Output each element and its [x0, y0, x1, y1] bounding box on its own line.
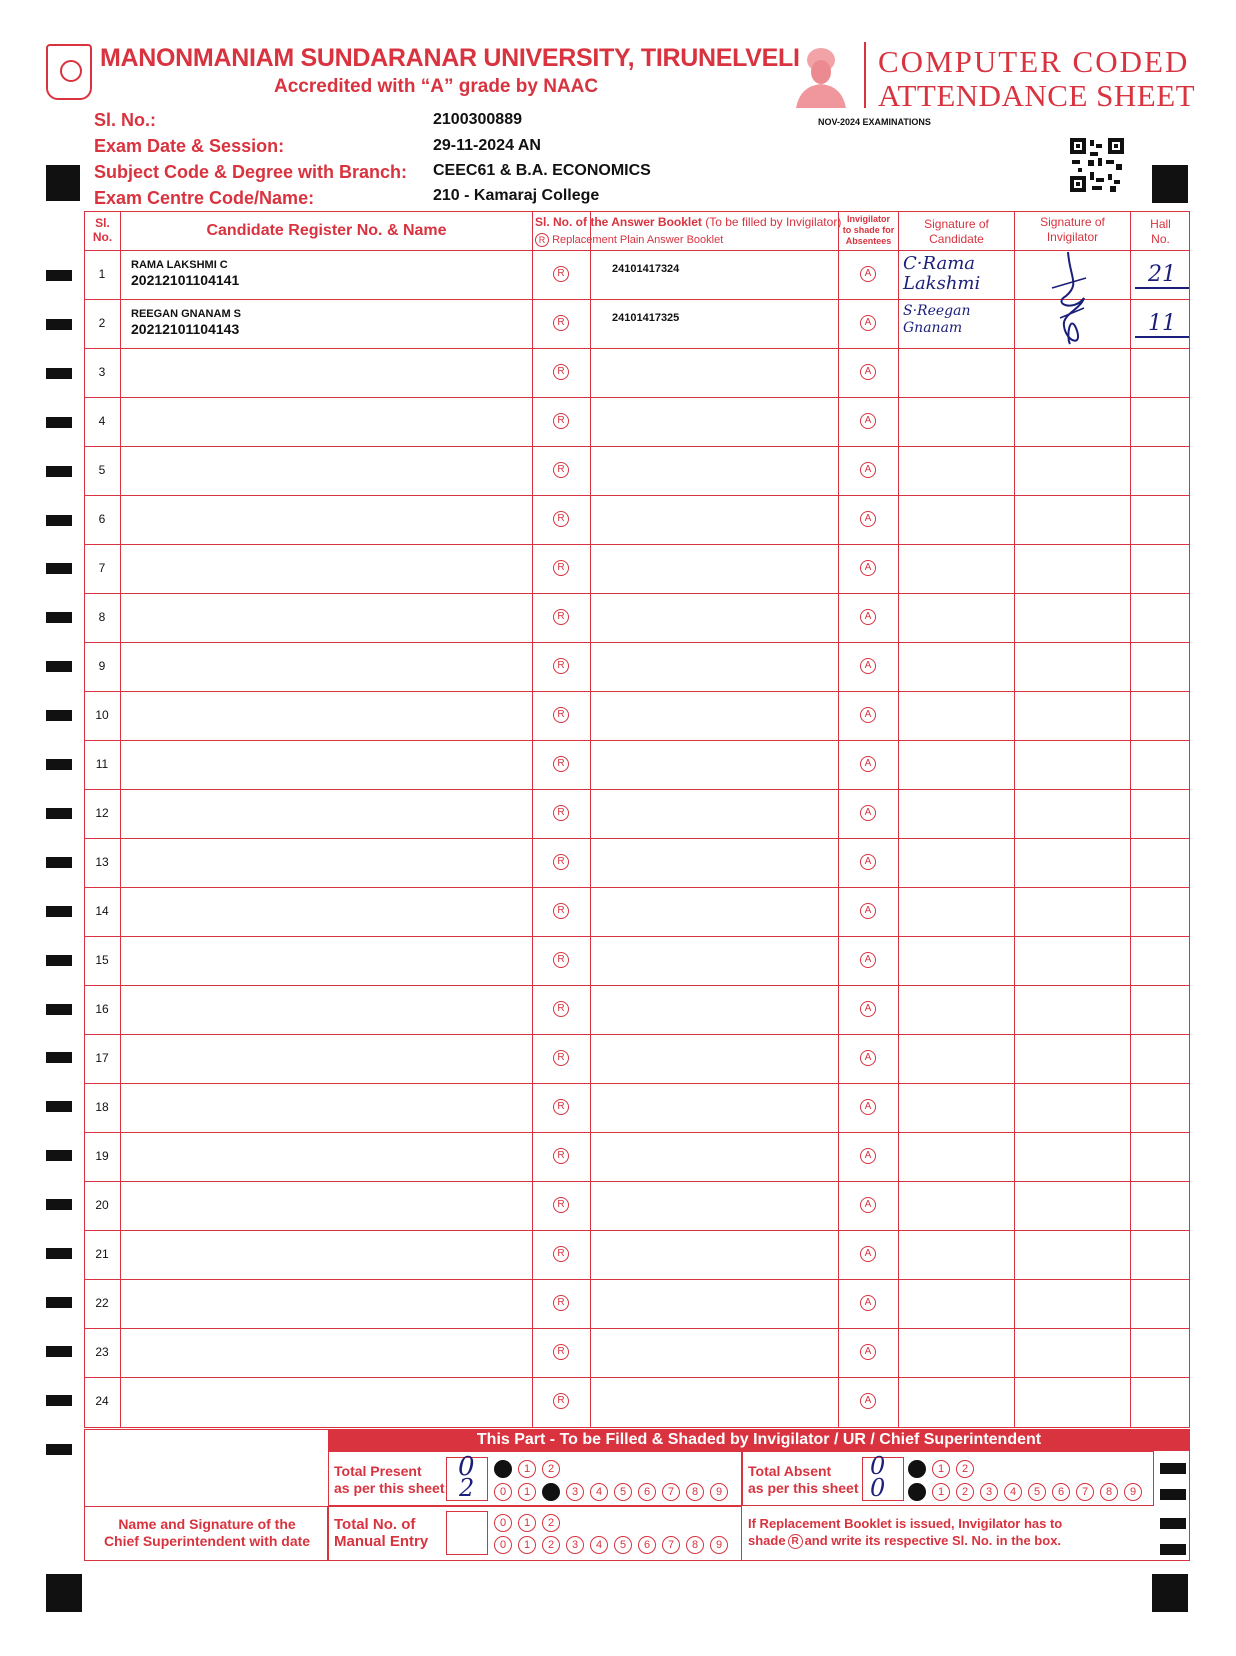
row-divider [85, 495, 1189, 496]
row-divider [85, 887, 1189, 888]
absent-tens-bubble-1[interactable]: 1 [932, 1460, 950, 1478]
absent-bubble[interactable]: A [860, 1148, 876, 1164]
examination-label: NOV-2024 EXAMINATIONS [818, 117, 931, 127]
header-booklet: Sl. No. of the Answer Booklet (To be filled by Invigilator) [535, 215, 842, 229]
absent-units-bubble-3[interactable]: 3 [980, 1483, 998, 1501]
sheet-title-line1: COMPUTER CODED [878, 44, 1190, 79]
row-number: 12 [95, 806, 109, 820]
present-units-bubble-2[interactable]: 2 [542, 1483, 560, 1501]
replacement-bubble[interactable]: R [553, 266, 569, 282]
row-divider [85, 397, 1189, 398]
total-absent-label: Total Absent as per this sheet [748, 1463, 859, 1496]
replacement-bubble[interactable]: R [553, 1393, 569, 1409]
timing-mark [46, 955, 72, 966]
timing-mark [46, 661, 72, 672]
replacement-bubble[interactable]: R [553, 1344, 569, 1360]
present-tens-bubble-1[interactable]: 1 [518, 1460, 536, 1478]
manual-units-bubble-3[interactable]: 3 [566, 1536, 584, 1554]
absent-bubble[interactable]: A [860, 1001, 876, 1017]
replacement-bubble[interactable]: R [553, 1197, 569, 1213]
replacement-bubble[interactable]: R [553, 413, 569, 429]
absent-units-bubble-0[interactable]: 0 [908, 1483, 926, 1501]
accreditation-text: Accredited with “A” grade by NAAC [274, 76, 599, 97]
present-units-bubble-8[interactable]: 8 [686, 1483, 704, 1501]
absent-bubble[interactable]: A [860, 854, 876, 870]
present-units-bubble-1[interactable]: 1 [518, 1483, 536, 1501]
total-present-label: Total Present as per this sheet [334, 1463, 445, 1496]
absent-bubble[interactable]: A [860, 266, 876, 282]
absent-units-bubble-2[interactable]: 2 [956, 1483, 974, 1501]
replacement-symbol-icon: R [788, 1534, 803, 1549]
timing-mark [46, 515, 72, 526]
candidate-signature: S·Reegan Gnanam [903, 303, 971, 336]
manual-units-bubble-7[interactable]: 7 [662, 1536, 680, 1554]
absent-bubble[interactable]: A [860, 1344, 876, 1360]
timing-mark [1160, 1463, 1186, 1474]
row-number: 15 [95, 953, 109, 967]
replacement-bubble[interactable]: R [553, 952, 569, 968]
candidate-name: RAMA LAKSHMI C [131, 259, 228, 271]
header-signature-invigilator: Signature of Invigilator [1040, 215, 1105, 244]
timing-mark [46, 563, 72, 574]
row-divider [85, 1034, 1189, 1035]
replacement-bubble[interactable]: R [553, 1148, 569, 1164]
manual-tens-bubble-2[interactable]: 2 [542, 1514, 560, 1532]
row-divider [85, 985, 1189, 986]
manual-units-bubble-2[interactable]: 2 [542, 1536, 560, 1554]
sl-no-value: 2100300889 [433, 111, 522, 128]
absent-bubble[interactable]: A [860, 511, 876, 527]
university-name: MANONMANIAM SUNDARANAR UNIVERSITY, TIRUNELVELI [100, 44, 800, 72]
centre-label: Exam Centre Code/Name: [94, 188, 315, 208]
present-units-bubble-0[interactable]: 0 [494, 1483, 512, 1501]
row-divider [85, 1181, 1189, 1182]
row-number: 8 [98, 610, 106, 624]
timing-mark [46, 1248, 72, 1259]
qr-code-icon [1070, 138, 1124, 192]
timing-mark [46, 1346, 72, 1357]
row-number: 18 [95, 1100, 109, 1114]
university-crest-icon [46, 44, 92, 100]
absent-bubble[interactable]: A [860, 1099, 876, 1115]
timing-mark [46, 1101, 72, 1112]
timing-mark [46, 1199, 72, 1210]
hall-number: 11 [1135, 311, 1189, 338]
sheet-title-line2: ATTENDANCE SHEET [878, 78, 1196, 113]
row-number: 7 [98, 561, 106, 575]
row-number: 3 [98, 365, 106, 379]
row-number: 16 [95, 1002, 109, 1016]
replacement-bubble[interactable]: R [553, 805, 569, 821]
timing-mark [46, 808, 72, 819]
total-absent-digit-tens: 0 [870, 1452, 886, 1480]
total-present-digit-tens: 0 [458, 1452, 475, 1482]
manual-units-bubble-8[interactable]: 8 [686, 1536, 704, 1554]
timing-mark [46, 165, 80, 201]
timing-mark [46, 1297, 72, 1308]
row-number: 14 [95, 904, 109, 918]
manual-tens-bubble-0[interactable]: 0 [494, 1514, 512, 1532]
hall-number: 21 [1135, 262, 1189, 289]
absent-units-bubble-5[interactable]: 5 [1028, 1483, 1046, 1501]
exam-date-label: Exam Date & Session: [94, 136, 285, 156]
replacement-note: If Replacement Booklet is issued, Invigilator has to shade R and write its respective Sl. No. in the box. [748, 1516, 1063, 1548]
row-number: 13 [95, 855, 109, 869]
absent-bubble[interactable]: A [860, 952, 876, 968]
replacement-bubble[interactable]: R [553, 658, 569, 674]
row-number: 21 [95, 1247, 109, 1261]
timing-mark [1160, 1518, 1186, 1529]
row-number: 9 [98, 659, 106, 673]
replacement-bubble[interactable]: R [553, 854, 569, 870]
row-number: 24 [95, 1394, 109, 1408]
row-number: 11 [95, 757, 109, 771]
row-divider [85, 1083, 1189, 1084]
absent-bubble[interactable]: A [860, 903, 876, 919]
subject-label: Subject Code & Degree with Branch: [94, 162, 408, 182]
present-tens-bubble-2[interactable]: 2 [542, 1460, 560, 1478]
row-divider [85, 446, 1189, 447]
absent-tens-bubble-0[interactable]: 0 [908, 1460, 926, 1478]
manual-units-bubble-4[interactable]: 4 [590, 1536, 608, 1554]
absent-bubble[interactable]: A [860, 1197, 876, 1213]
row-divider [85, 789, 1189, 790]
timing-mark [46, 1150, 72, 1161]
replacement-bubble[interactable]: R [553, 756, 569, 772]
present-units-bubble-9[interactable]: 9 [710, 1483, 728, 1501]
candidate-register-no: 20212101104141 [131, 272, 240, 288]
row-number: 1 [98, 267, 106, 281]
centre-value: 210 - Kamaraj College [433, 187, 600, 204]
timing-mark [46, 417, 72, 428]
timing-mark [1160, 1489, 1186, 1500]
header-divider [864, 42, 866, 108]
timing-mark [46, 612, 72, 623]
absent-units-bubble-8[interactable]: 8 [1100, 1483, 1118, 1501]
row-divider [85, 299, 1189, 300]
row-divider [85, 642, 1189, 643]
row-divider [85, 1279, 1189, 1280]
chief-superintendent-label: Name and Signature of the Chief Superintendent with date [103, 1516, 311, 1549]
absent-bubble[interactable]: A [860, 1050, 876, 1066]
replacement-bubble[interactable]: R [553, 1246, 569, 1262]
timing-mark [1160, 1544, 1186, 1555]
header-sl-no: Sl. No. [92, 216, 113, 244]
absent-units-bubble-7[interactable]: 7 [1076, 1483, 1094, 1501]
row-number: 22 [95, 1296, 109, 1310]
header-signature-candidate: Signature of Candidate [924, 217, 989, 246]
absent-units-bubble-6[interactable]: 6 [1052, 1483, 1070, 1501]
absent-tens-bubble-2[interactable]: 2 [956, 1460, 974, 1478]
row-number: 19 [95, 1149, 109, 1163]
absent-bubble[interactable]: A [860, 315, 876, 331]
subject-value: CEEC61 & B.A. ECONOMICS [433, 162, 651, 179]
timing-mark [46, 759, 72, 770]
timing-mark [46, 1395, 72, 1406]
header-replacement: R Replacement Plain Answer Booklet [535, 233, 838, 247]
replacement-bubble[interactable]: R [553, 1295, 569, 1311]
replacement-bubble[interactable]: R [553, 903, 569, 919]
timing-mark [1152, 165, 1188, 203]
row-divider [85, 593, 1189, 594]
present-units-bubble-3[interactable]: 3 [566, 1483, 584, 1501]
manual-units-bubble-6[interactable]: 6 [638, 1536, 656, 1554]
timing-mark [46, 466, 72, 477]
absent-bubble[interactable]: A [860, 364, 876, 380]
candidate-name: REEGAN GNANAM S [131, 308, 242, 320]
manual-units-bubble-9[interactable]: 9 [710, 1536, 728, 1554]
row-number: 6 [98, 512, 106, 526]
absent-bubble[interactable]: A [860, 707, 876, 723]
row-divider [85, 348, 1189, 349]
replacement-symbol-icon: R [535, 233, 549, 247]
total-absent-digit-units: 0 [870, 1474, 886, 1502]
attendance-table [84, 211, 1190, 1428]
founder-portrait-icon [792, 42, 850, 108]
answer-booklet-no: 24101417324 [612, 263, 680, 275]
replacement-bubble[interactable]: R [553, 364, 569, 380]
sl-no-label: Sl. No.: [94, 110, 156, 130]
header-candidate: Candidate Register No. & Name [206, 222, 447, 239]
absent-bubble[interactable]: A [860, 1393, 876, 1409]
replacement-bubble[interactable]: R [553, 609, 569, 625]
absent-bubble[interactable]: A [860, 756, 876, 772]
replacement-bubble[interactable]: R [553, 1001, 569, 1017]
absent-bubble[interactable]: A [860, 462, 876, 478]
replacement-bubble[interactable]: R [553, 315, 569, 331]
timing-mark [46, 319, 72, 330]
row-number: 20 [95, 1198, 109, 1212]
absent-bubble[interactable]: A [860, 560, 876, 576]
candidate-signature: C·Rama Lakshmi [903, 253, 981, 294]
row-divider [85, 691, 1189, 692]
invigilator-section-band: This Part - To be Filled & Shaded by Invigilator / UR / Chief Superintendent [328, 1429, 1190, 1451]
replacement-bubble[interactable]: R [553, 1099, 569, 1115]
row-divider [85, 1377, 1189, 1378]
row-number: 10 [95, 708, 109, 722]
header-invigilator-shade: Invigilator to shade for Absentees [842, 214, 895, 246]
absent-bubble[interactable]: A [860, 1246, 876, 1262]
row-number: 23 [95, 1345, 109, 1359]
timing-mark [46, 368, 72, 379]
row-divider [85, 1328, 1189, 1329]
row-divider [85, 740, 1189, 741]
invigilator-signature [1040, 248, 1110, 358]
replacement-bubble[interactable]: R [553, 560, 569, 576]
absent-units-bubble-9[interactable]: 9 [1124, 1483, 1142, 1501]
timing-mark [46, 710, 72, 721]
absent-units-bubble-1[interactable]: 1 [932, 1483, 950, 1501]
row-number: 17 [95, 1051, 109, 1065]
timing-mark [46, 1444, 72, 1455]
replacement-bubble[interactable]: R [553, 511, 569, 527]
row-divider [85, 544, 1189, 545]
timing-mark [46, 1574, 82, 1612]
timing-mark [46, 270, 72, 281]
row-divider [85, 1132, 1189, 1133]
absent-bubble[interactable]: A [860, 413, 876, 429]
present-units-bubble-5[interactable]: 5 [614, 1483, 632, 1501]
total-present-digit-units: 2 [459, 1474, 475, 1502]
candidate-register-no: 20212101104143 [131, 321, 240, 337]
timing-mark [46, 906, 72, 917]
timing-mark [46, 1004, 72, 1015]
timing-mark [1152, 1574, 1188, 1612]
absent-units-bubble-4[interactable]: 4 [1004, 1483, 1022, 1501]
absent-bubble[interactable]: A [860, 1295, 876, 1311]
row-divider [85, 1230, 1189, 1231]
manual-tens-bubble-1[interactable]: 1 [518, 1514, 536, 1532]
exam-date-value: 29-11-2024 AN [433, 137, 541, 154]
manual-units-bubble-1[interactable]: 1 [518, 1536, 536, 1554]
manual-units-bubble-5[interactable]: 5 [614, 1536, 632, 1554]
present-tens-bubble-0[interactable]: 0 [494, 1460, 512, 1478]
row-number: 5 [98, 463, 106, 477]
manual-entry-write-box[interactable] [446, 1511, 488, 1555]
header-hall-no: Hall No. [1150, 217, 1171, 246]
timing-mark [46, 857, 72, 868]
present-units-bubble-6[interactable]: 6 [638, 1483, 656, 1501]
absent-bubble[interactable]: A [860, 805, 876, 821]
manual-entry-label: Total No. of Manual Entry [334, 1516, 429, 1550]
manual-units-bubble-0[interactable]: 0 [494, 1536, 512, 1554]
answer-booklet-no: 24101417325 [612, 312, 680, 324]
present-units-bubble-4[interactable]: 4 [590, 1483, 608, 1501]
absent-bubble[interactable]: A [860, 658, 876, 674]
timing-mark [46, 1052, 72, 1063]
row-divider [85, 936, 1189, 937]
row-number: 4 [98, 414, 106, 428]
absent-bubble[interactable]: A [860, 609, 876, 625]
replacement-bubble[interactable]: R [553, 462, 569, 478]
row-number: 2 [98, 316, 106, 330]
row-divider [85, 838, 1189, 839]
replacement-bubble[interactable]: R [553, 1050, 569, 1066]
present-units-bubble-7[interactable]: 7 [662, 1483, 680, 1501]
replacement-bubble[interactable]: R [553, 707, 569, 723]
